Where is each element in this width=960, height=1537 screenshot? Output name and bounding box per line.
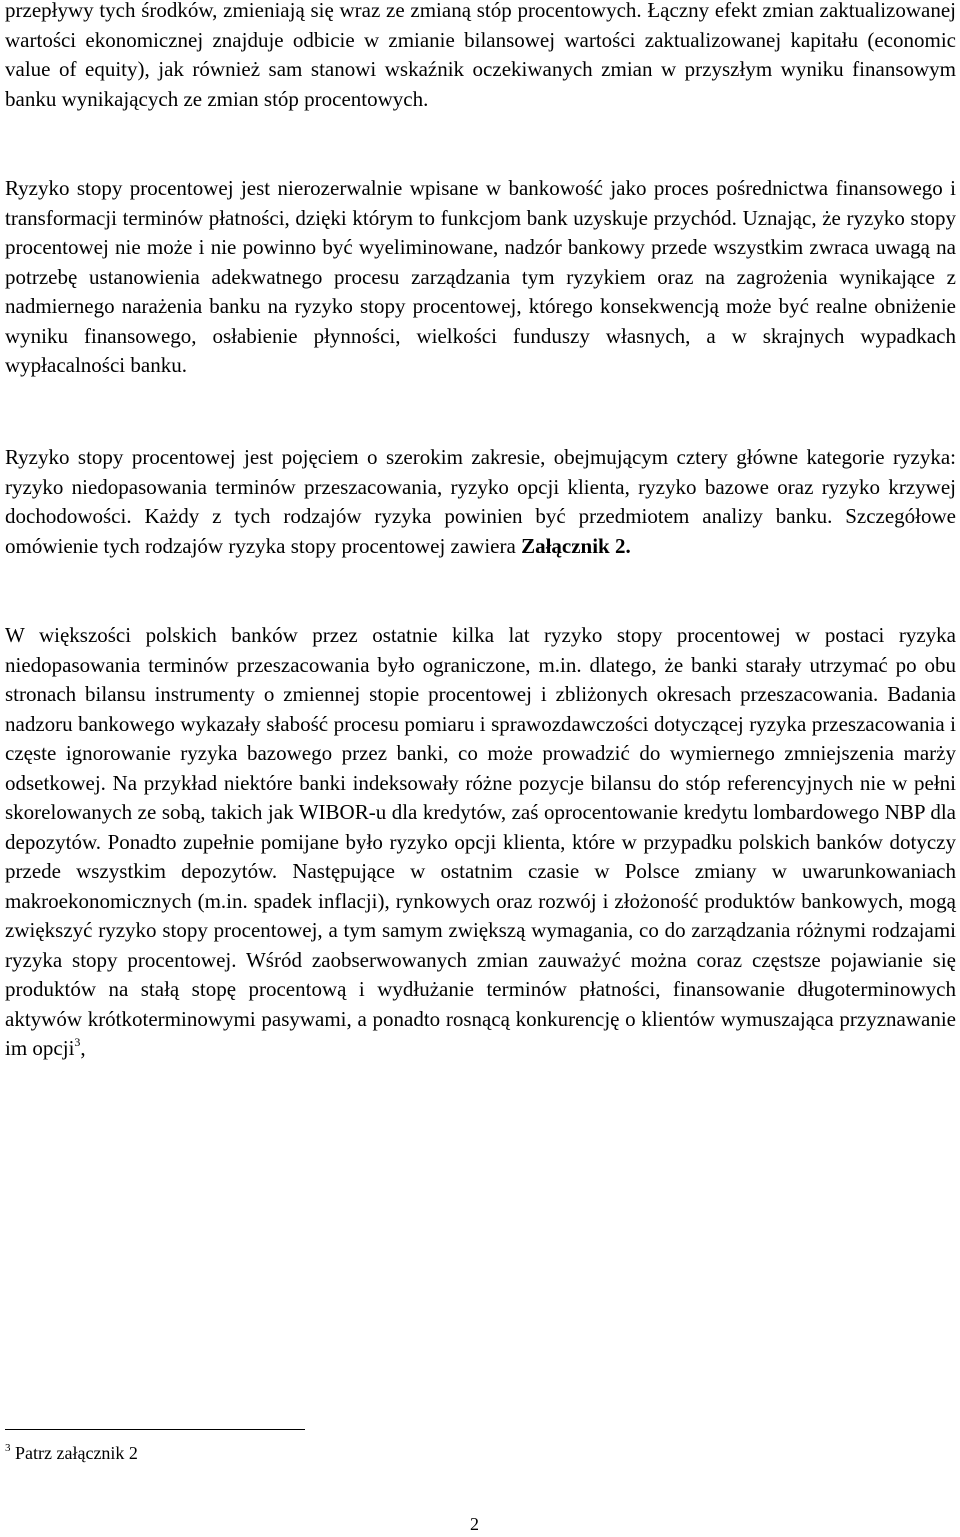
paragraph-interest-rate-risk-nature [5, 174, 956, 381]
footnote-reference[interactable]: 3 [74, 1035, 81, 1049]
footnote [5, 1440, 138, 1466]
paragraph-text: Ryzyko stopy procentowej jest pojęciem o szerokim zakresie, obejmującym cztery główne kategorie ryzyka: ryzyko niedopasowania terminów przeszacowania, ryzyko opcji klienta, ryzyko bazowe oraz ryzyko krzywej dochodowości. Każdy z tych rodzajów ryzyka powinien być przedmiotem analizy banku. Szczegółowe omówienie tych rodzajów ryzyka stopy procentowej zawiera [5, 445, 956, 558]
annex-reference: Załącznik 2. [521, 533, 631, 558]
paragraph-risk-categories [5, 443, 956, 561]
footnote-text: Patrz załącznik 2 [15, 1443, 138, 1463]
paragraph-text: Ryzyko stopy procentowej jest nierozerwalnie wpisane w bankowość jako proces pośrednictwa finansowego i transformacji terminów płatności, dzięki którym to funkcjom bank uzyskuje przychód. Uznając, że ryzyko stopy procentowej nie może i nie powinno być wyeliminowane, nadzór bankowy przede wszystkim zwraca uwagą na potrzebę ustanowienia adekwatnego procesu zarządzania tym ryzykiem oraz na zagrożenia wynikające z nadmiernego narażenia banku na ryzyko stopy procentowej, którego konsekwencją może być realne obniżenie wyniku finansowego, osłabienie płynności, wielkości funduszy własnych, a w skrajnych wypadkach wypłacalności banku. [5, 176, 956, 377]
page-number: 2 [470, 1514, 479, 1534]
footnote-separator [5, 1429, 305, 1430]
paragraph-text: W większości polskich banków przez ostatnie kilka lat ryzyko stopy procentowej w postaci ryzyka niedopasowania terminów przeszacowania było ograniczone, m.in. dlatego, że banki starały utrzymać po obu stronach bilansu instrumenty o zmiennej stopie procentowej i zbliżonych okresach przeszacowania. Badania nadzoru bankowego wykazały słabość procesu pomiaru i sprawozdawczości dotyczącej ryzyka przeszacowania i częste ignorowanie ryzyka bazowego przez banki, co może prowadzić do wymiernego zmniejszenia marży odsetkowej. Na przykład niektóre banki indeksowały różne pozycje bilansu do stóp referencyjnych nie w pełni skorelowanych ze sobą, takich jak WIBOR-u dla kredytów, zaś oprocentowanie kredytu lombardowego NBP dla depozytów. Ponadto zupełnie pomijane było ryzyko opcji klienta, które w przypadku polskich banków dotyczy przede wszystkim depozytów. Następujące w ostatnim czasie w Polsce zmiany w uwarunkowaniach makroekonomicznych (m.in. spadek inflacji), rynkowych oraz rozwój i złożoność produktów bankowych, mogą zwiększyć ryzyko stopy procentowej, a tym samym zwiększą wymagania, co do zarządzania różnymi rodzajami ryzyka stopy procentowej. Wśród zaobserwowanych zmian zauważyć można coraz częstsze pojawianie się produktów na stałą stopę procentową i wydłużanie terminów płatności, finansowanie długoterminowych aktywów krótkoterminowymi pasywami, a ponadto rosnącą konkurencję o klientów wymuszająca przyznawanie im opcji [5, 623, 956, 1060]
paragraph-tail: , [80, 1036, 86, 1060]
footnote-number: 3 [5, 1442, 11, 1454]
paragraph-text: przepływy tych środków, zmieniają się wraz ze zmianą stóp procentowych. Łączny efekt zmian zaktualizowanej wartości ekonomicznej znajduje odbicie w zmianie bilansowej wartości zaktualizowanej kapitału (economic value of equity), jak również sam stanowi wskaźnik oczekiwanych zmian w przyszłym wyniku finansowym banku wynikających ze zmian stóp procentowych. [5, 0, 956, 111]
paragraph-polish-banks [5, 621, 956, 1064]
paragraph-economic-value [5, 0, 956, 114]
